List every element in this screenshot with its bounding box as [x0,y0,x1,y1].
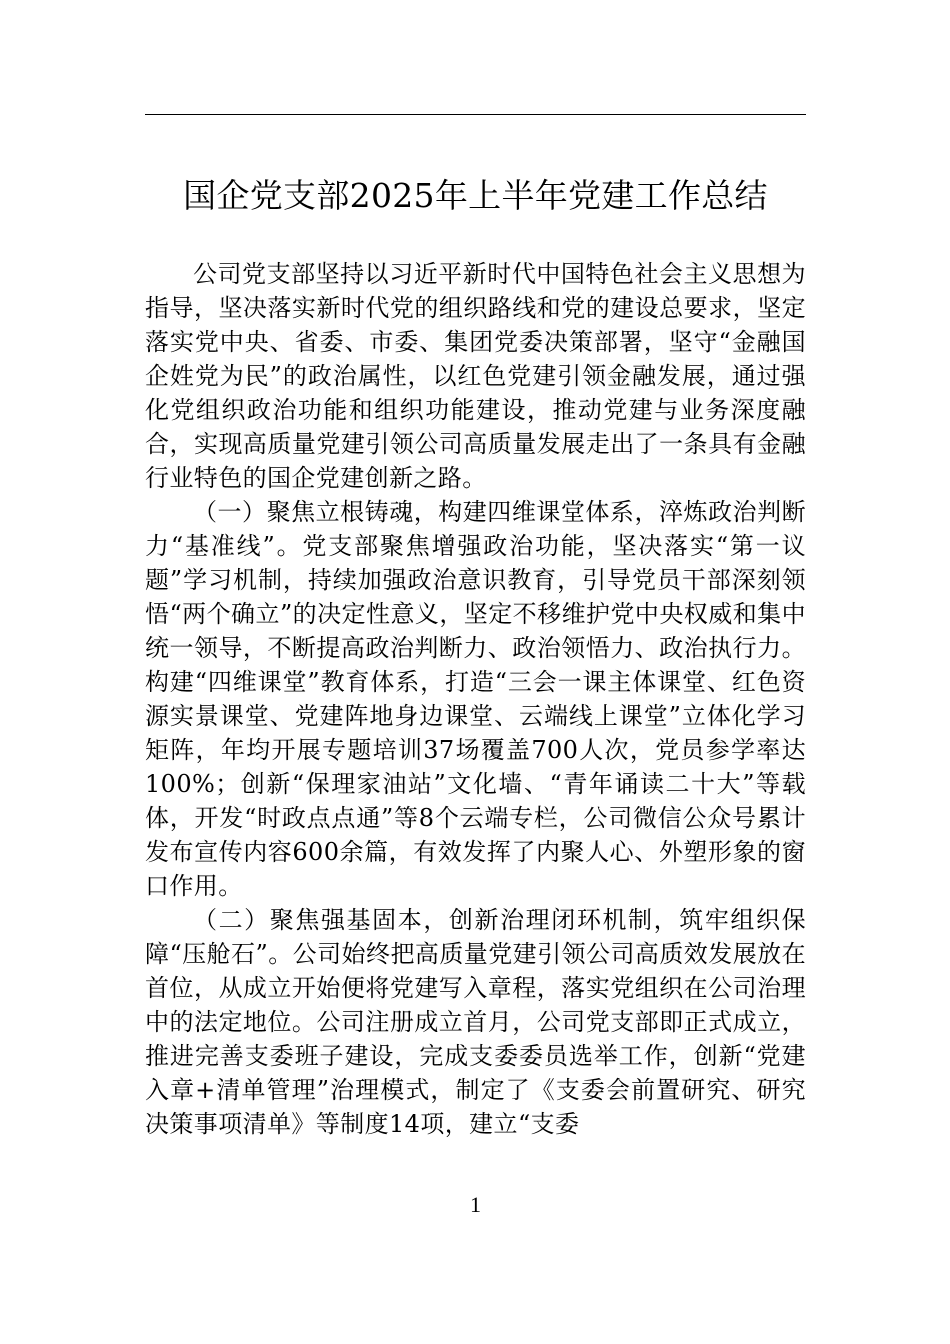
paragraph-intro: 公司党支部坚持以习近平新时代中国特色社会主义思想为指导，坚决落实新时代党的组织路线和党的建设总要求，坚定落实党中央、省委、市委、集团党委决策部署，坚守“金融国企姓党为民”的政治属性，以红色党建引领金融发展，通过强化党组织政治功能和组织功能建设，推动党建与业务深度融合，实现高质量党建引领公司高质量发展走出了一条具有金融行业特色的国企党建创新之路。 [145,260,806,492]
header-rule [145,114,806,115]
paragraph-section-2: （二）聚焦强基固本，创新治理闭环机制，筑牢组织保障“压舱石”。公司始终把高质量党建引领公司高质效发展放在首位，从成立开始便将党建写入章程，落实党组织在公司治理中的法定地位。公司注册成立首月，公司党支部即正式成立，推进完善支委班子建设，完成支委委员选举工作，创新“党建入章+清单管理”治理模式，制定了《支委会前置研究、研究决策事项清单》等制度14项，建立“支委 [145,906,806,1138]
document-body [145,257,806,1175]
paragraph-section-1: （一）聚焦立根铸魂，构建四维课堂体系，淬炼政治判断力“基准线”。党支部聚焦增强政治功能，坚决落实“第一议题”学习机制，持续加强政治意识教育，引导党员干部深刻领悟“两个确立”的决定性意义，坚定不移维护党中央权威和集中统一领导，不断提高政治判断力、政治领悟力、政治执行力。构建“四维课堂”教育体系，打造“三会一课主体课堂、红色资源实景课堂、党建阵地身边课堂、云端线上课堂”立体化学习矩阵，年均开展专题培训37场覆盖700人次，党员参学率达100%；创新“保理家油站”文化墙、“青年诵读二十大”等载体，开发“时政点点通”等8个云端专栏，公司微信公众号累计发布宣传内容600余篇，有效发挥了内聚人心、外塑形象的窗口作用。 [145,498,806,900]
document-title: 国企党支部2025年上半年党建工作总结 [183,176,768,215]
page-number: 1 [470,1192,481,1217]
